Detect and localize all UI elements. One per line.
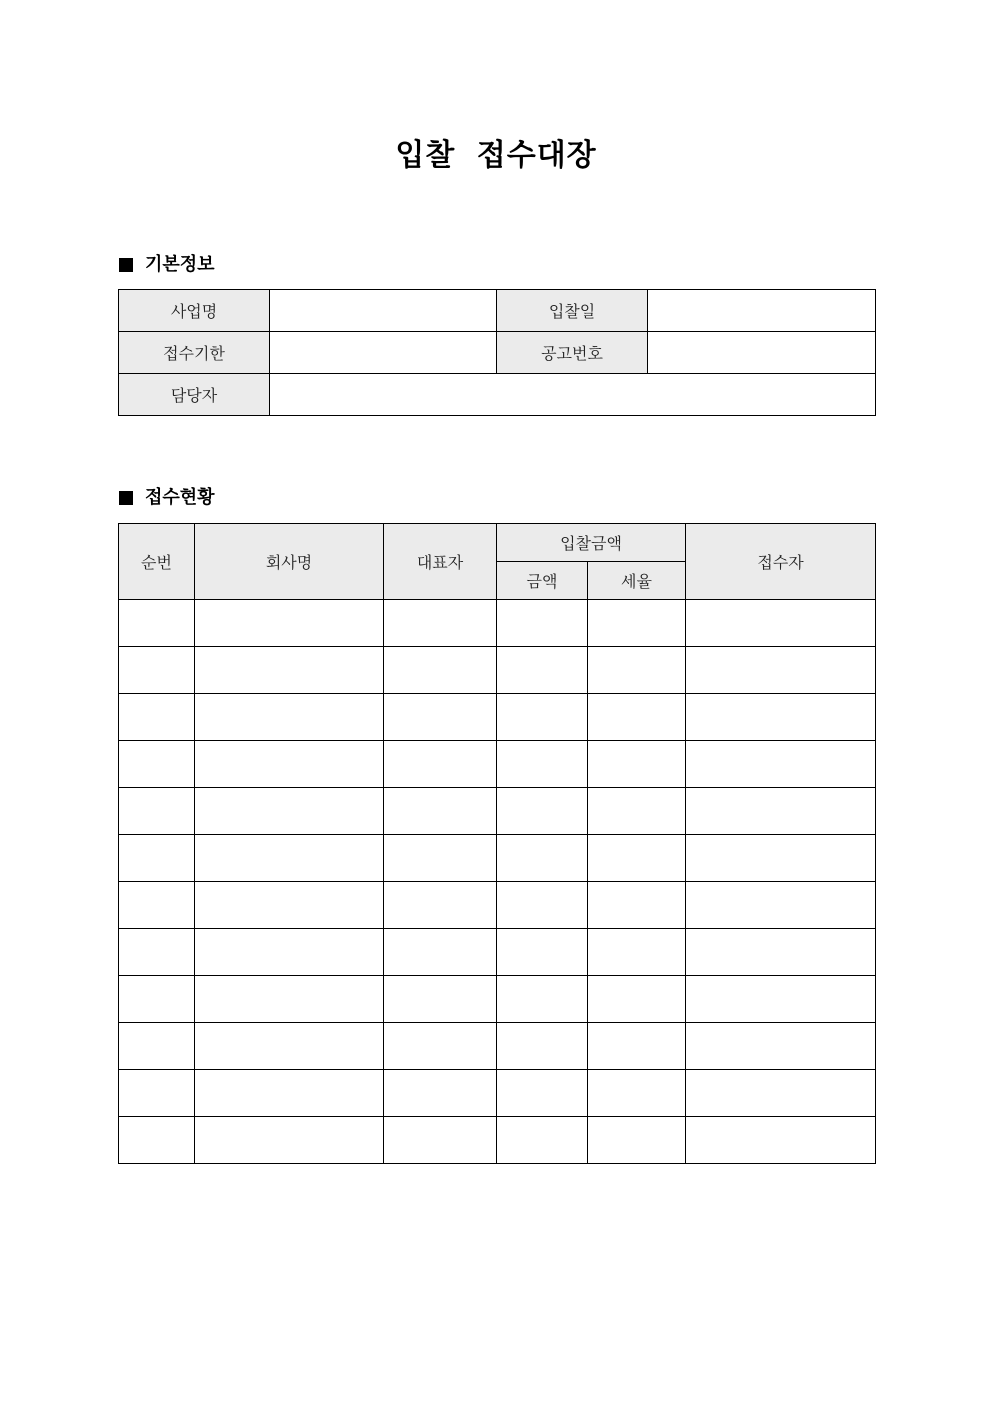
label-bid-date: 입찰일 bbox=[497, 290, 648, 332]
receiver-cell[interactable] bbox=[686, 600, 876, 647]
section-heading-basic-info bbox=[119, 252, 215, 278]
seq-cell[interactable] bbox=[119, 976, 195, 1023]
section-heading-label: 기본정보 bbox=[145, 254, 215, 275]
representative-cell[interactable] bbox=[384, 694, 497, 741]
amount-cell[interactable] bbox=[497, 929, 588, 976]
table-row bbox=[119, 647, 876, 694]
table-row bbox=[119, 1023, 876, 1070]
receiver-cell[interactable] bbox=[686, 647, 876, 694]
table-row bbox=[119, 929, 876, 976]
company-cell[interactable] bbox=[195, 1023, 384, 1070]
label-notice-number: 공고번호 bbox=[497, 332, 648, 374]
tax-cell[interactable] bbox=[588, 647, 686, 694]
company-cell[interactable] bbox=[195, 835, 384, 882]
seq-cell[interactable] bbox=[119, 694, 195, 741]
table-row bbox=[119, 835, 876, 882]
representative-cell[interactable] bbox=[384, 976, 497, 1023]
label-deadline: 접수기한 bbox=[119, 332, 270, 374]
amount-cell[interactable] bbox=[497, 600, 588, 647]
representative-cell[interactable] bbox=[384, 1070, 497, 1117]
section-heading-label: 접수현황 bbox=[145, 487, 215, 508]
receiver-cell[interactable] bbox=[686, 835, 876, 882]
seq-cell[interactable] bbox=[119, 1117, 195, 1164]
notice-number-field[interactable] bbox=[648, 332, 876, 374]
column-header-bid-amount: 입찰금액 bbox=[497, 524, 686, 562]
tax-cell[interactable] bbox=[588, 835, 686, 882]
amount-cell[interactable] bbox=[497, 882, 588, 929]
table-row bbox=[119, 882, 876, 929]
receiver-cell[interactable] bbox=[686, 741, 876, 788]
company-cell[interactable] bbox=[195, 647, 384, 694]
tax-cell[interactable] bbox=[588, 741, 686, 788]
company-cell[interactable] bbox=[195, 929, 384, 976]
receiver-cell[interactable] bbox=[686, 929, 876, 976]
table-row bbox=[119, 374, 876, 416]
tax-cell[interactable] bbox=[588, 1070, 686, 1117]
representative-cell[interactable] bbox=[384, 647, 497, 694]
representative-cell[interactable] bbox=[384, 1117, 497, 1164]
receiver-cell[interactable] bbox=[686, 788, 876, 835]
page-title: 입찰 접수대장 bbox=[395, 138, 597, 173]
receiver-cell[interactable] bbox=[686, 1023, 876, 1070]
amount-cell[interactable] bbox=[497, 976, 588, 1023]
seq-cell[interactable] bbox=[119, 1070, 195, 1117]
tax-cell[interactable] bbox=[588, 929, 686, 976]
label-project-name: 사업명 bbox=[119, 290, 270, 332]
table-row bbox=[119, 1070, 876, 1117]
representative-cell[interactable] bbox=[384, 835, 497, 882]
amount-cell[interactable] bbox=[497, 835, 588, 882]
column-header-tax: 세율 bbox=[588, 562, 686, 600]
amount-cell[interactable] bbox=[497, 1117, 588, 1164]
square-bullet-icon bbox=[119, 258, 133, 272]
tax-cell[interactable] bbox=[588, 694, 686, 741]
tax-cell[interactable] bbox=[588, 1117, 686, 1164]
column-header-seq: 순번 bbox=[119, 524, 195, 600]
receiver-cell[interactable] bbox=[686, 1117, 876, 1164]
tax-cell[interactable] bbox=[588, 882, 686, 929]
amount-cell[interactable] bbox=[497, 694, 588, 741]
section-heading-receipt-status bbox=[119, 485, 215, 511]
seq-cell[interactable] bbox=[119, 835, 195, 882]
project-name-field[interactable] bbox=[270, 290, 497, 332]
table-row bbox=[119, 332, 876, 374]
seq-cell[interactable] bbox=[119, 647, 195, 694]
table-header-row bbox=[119, 524, 876, 562]
receiver-cell[interactable] bbox=[686, 1070, 876, 1117]
company-cell[interactable] bbox=[195, 600, 384, 647]
representative-cell[interactable] bbox=[384, 1023, 497, 1070]
company-cell[interactable] bbox=[195, 976, 384, 1023]
seq-cell[interactable] bbox=[119, 1023, 195, 1070]
representative-cell[interactable] bbox=[384, 600, 497, 647]
representative-cell[interactable] bbox=[384, 741, 497, 788]
receiver-cell[interactable] bbox=[686, 976, 876, 1023]
table-row bbox=[119, 290, 876, 332]
amount-cell[interactable] bbox=[497, 741, 588, 788]
seq-cell[interactable] bbox=[119, 882, 195, 929]
amount-cell[interactable] bbox=[497, 1023, 588, 1070]
tax-cell[interactable] bbox=[588, 1023, 686, 1070]
table-row bbox=[119, 976, 876, 1023]
tax-cell[interactable] bbox=[588, 976, 686, 1023]
receipt-status-table bbox=[118, 523, 876, 1164]
representative-cell[interactable] bbox=[384, 788, 497, 835]
column-header-amount: 금액 bbox=[497, 562, 588, 600]
receiver-cell[interactable] bbox=[686, 694, 876, 741]
amount-cell[interactable] bbox=[497, 788, 588, 835]
label-manager: 담당자 bbox=[119, 374, 270, 416]
amount-cell[interactable] bbox=[497, 647, 588, 694]
table-row bbox=[119, 1117, 876, 1164]
column-header-company: 회사명 bbox=[195, 524, 384, 600]
seq-cell[interactable] bbox=[119, 788, 195, 835]
seq-cell[interactable] bbox=[119, 929, 195, 976]
amount-cell[interactable] bbox=[497, 1070, 588, 1117]
manager-field[interactable] bbox=[270, 374, 876, 416]
company-cell[interactable] bbox=[195, 741, 384, 788]
table-row bbox=[119, 600, 876, 647]
column-header-receiver: 접수자 bbox=[686, 524, 876, 600]
company-cell[interactable] bbox=[195, 1070, 384, 1117]
table-row bbox=[119, 694, 876, 741]
seq-cell[interactable] bbox=[119, 741, 195, 788]
company-cell[interactable] bbox=[195, 882, 384, 929]
company-cell[interactable] bbox=[195, 694, 384, 741]
bid-date-field[interactable] bbox=[648, 290, 876, 332]
company-cell[interactable] bbox=[195, 788, 384, 835]
table-row bbox=[119, 741, 876, 788]
basic-info-table bbox=[118, 289, 876, 416]
table-row bbox=[119, 788, 876, 835]
tax-cell[interactable] bbox=[588, 600, 686, 647]
tax-cell[interactable] bbox=[588, 788, 686, 835]
receipt-status-body bbox=[119, 600, 876, 1164]
square-bullet-icon bbox=[119, 491, 133, 505]
representative-cell[interactable] bbox=[384, 929, 497, 976]
receiver-cell[interactable] bbox=[686, 882, 876, 929]
column-header-representative: 대표자 bbox=[384, 524, 497, 600]
company-cell[interactable] bbox=[195, 1117, 384, 1164]
representative-cell[interactable] bbox=[384, 882, 497, 929]
seq-cell[interactable] bbox=[119, 600, 195, 647]
deadline-field[interactable] bbox=[270, 332, 497, 374]
